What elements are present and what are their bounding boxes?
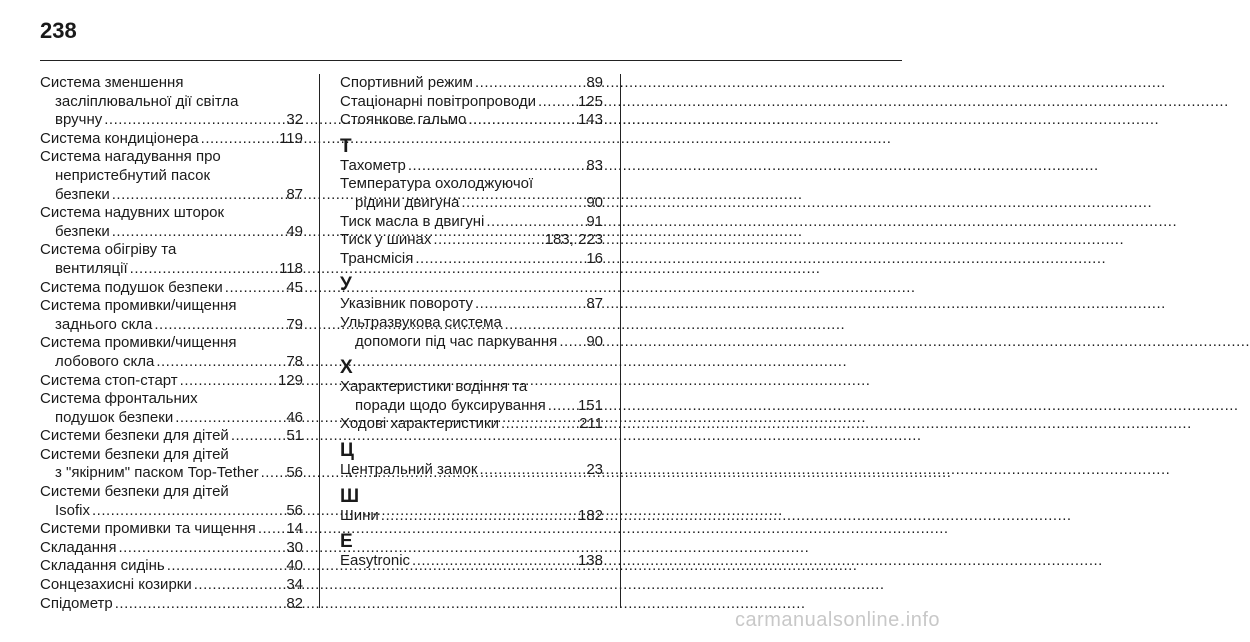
page-reference: 129 [277,371,303,389]
index-entry-text: Система фронтальних [40,390,198,408]
page-reference: 91 [586,212,603,230]
index-entry-text: рідини двигуна [355,193,460,211]
index-entry[interactable] [40,539,303,558]
page-reference: 143 [577,111,603,129]
index-entry[interactable] [40,74,303,130]
index-entry-text: Складання сидінь [40,557,165,575]
index-entry[interactable] [340,250,603,269]
index-entry-text: поради щодо буксирування [355,396,546,414]
index-entry[interactable] [340,415,603,434]
index-entry-text: Спортивний режим [340,74,473,91]
index-entry-text: Система стоп-старт [40,371,178,389]
index-entry-text: Центральний замок [340,460,478,478]
index-entry-text: Тиск у шинах [340,231,432,249]
dot-leader [415,250,584,269]
page-reference: 16 [586,249,603,267]
index-entry[interactable] [340,314,603,351]
index-column-1 [40,74,303,613]
index-entry[interactable] [340,507,603,526]
index-letter-heading: Ц [340,439,354,461]
dot-leader [408,157,584,176]
page-reference: 211 [579,415,603,433]
page-reference: 32 [286,111,303,129]
dot-leader [231,427,285,446]
dot-leader [475,74,584,93]
index-entry[interactable] [340,213,603,232]
index-entry[interactable] [340,175,603,212]
index-entry-text: Система кондиціонера [40,129,199,147]
index-entry-text: Система зменшення [40,74,184,91]
index-entry-text: Система обігріву та [40,241,177,259]
page-reference: 45 [286,278,303,296]
dot-leader [130,260,277,279]
index-entry[interactable] [340,231,603,250]
page-reference: 82 [286,594,303,612]
index-entry-text: Спідометр [40,594,113,612]
dot-leader [201,130,277,149]
page-reference: 151 [577,396,603,414]
index-entry[interactable] [40,446,303,483]
index-entry-text: Easytronic [340,552,411,570]
index-entry-text: Шини [340,506,379,524]
index-entry[interactable] [40,595,303,614]
index-entry-text: вентиляції [55,259,128,277]
index-entry-text: допомоги під час паркування [355,332,558,350]
index-entry[interactable] [40,520,303,539]
dot-leader [180,372,276,391]
page-reference: 183, 223 [544,231,603,249]
index-entry-text: безпеки [55,185,110,203]
page-reference: 118 [279,259,303,277]
dot-leader [104,111,284,130]
dot-leader [112,186,285,205]
index-entry-text: Система промивки/чищення [40,297,237,315]
dot-leader [92,502,284,521]
dot-leader [258,520,285,539]
index-entry[interactable] [40,279,303,298]
dot-leader [468,111,576,130]
index-entry-text: з "якірним" паском Top-Tether [55,464,259,482]
index-entry-text: Температура охолоджуючої [340,175,534,193]
index-entry[interactable] [340,93,603,112]
index-entry[interactable] [340,461,603,480]
index-entry-text: засліплювальної дії світла [55,92,239,110]
page-reference: 14 [286,520,303,538]
index-entry-text: Система промивки/чищення [40,334,237,352]
index-entry[interactable] [40,130,303,149]
dot-leader [112,223,285,242]
index-entry[interactable] [40,557,303,576]
dot-leader [225,279,285,298]
page-reference: 30 [286,538,303,556]
index-entry-text: Система надувних шторок [40,204,225,222]
index-entry[interactable] [340,378,603,415]
index-entry[interactable] [40,372,303,391]
index-entry-text: Тахометр [340,156,406,174]
index-entry[interactable] [40,576,303,595]
page-reference: 87 [586,295,603,313]
index-entry-text: Системи безпеки для дітей [40,483,229,501]
dot-leader [118,539,284,558]
page-reference: 119 [279,129,303,147]
index-entry-text: лобового скла [55,352,155,370]
index-entry-text: Системи безпеки для дітей [40,445,229,463]
page-reference: 90 [586,332,603,350]
index-entry-text: Система нагадування про [40,148,221,166]
index-entry-text: Ультразвукова система [340,313,502,331]
page-reference: 79 [286,315,303,333]
page-reference: 83 [586,156,603,174]
dot-leader [501,415,577,434]
index-entry-text: заднього скла [55,315,153,333]
index-entry-text: Isofix [55,501,91,519]
dot-leader [559,333,584,352]
page-reference: 56 [286,464,303,482]
index-entry[interactable] [40,427,303,446]
index-column-2 [340,74,603,571]
dot-leader [548,397,576,416]
dot-leader [475,295,584,314]
page-reference: 138 [577,552,603,570]
dot-leader [480,461,585,480]
dot-leader [115,595,285,614]
index-entry[interactable] [40,390,303,427]
index-entry-text: Трансмісія [340,249,414,267]
dot-leader [486,213,584,232]
index-letter-heading: Х [340,357,353,379]
dot-leader [433,231,542,250]
index-letter-heading: E [340,531,353,553]
dot-leader [538,93,576,112]
page-reference: 56 [286,501,303,519]
index-letter-heading: Ш [340,485,360,507]
page-reference: 46 [286,408,303,426]
page-reference: 89 [586,74,603,91]
dot-leader [412,552,576,571]
index-entry-text: подушок безпеки [55,408,174,426]
index-entry-text: Характеристики водіння та [340,378,528,396]
index-entry[interactable] [340,111,603,130]
dot-leader [175,409,284,428]
index-entry[interactable] [40,148,303,204]
index-entry-text: непристебнутий пасок [55,166,211,184]
index-entry-text: Складання [40,538,117,556]
index-entry[interactable] [40,241,303,278]
index-entry-text: Системи промивки та чищення [40,520,256,538]
dot-leader [194,576,285,595]
page-reference: 23 [586,460,603,478]
index-entry-text: Стаціонарні повітропроводи [340,92,536,110]
dot-leader [261,464,285,483]
index-entry-text: Системи безпеки для дітей [40,427,229,445]
index-entry[interactable] [340,74,603,93]
index-entry[interactable] [340,552,603,571]
page-reference: 78 [286,352,303,370]
index-entry-text: Сонцезахисні козирки [40,576,192,594]
index-entry[interactable] [340,295,603,314]
dot-leader [154,316,284,335]
index-entry[interactable] [40,204,303,241]
dot-leader [167,557,285,576]
page-reference: 87 [286,185,303,203]
dot-leader [156,353,284,372]
page-reference: 90 [586,193,603,211]
index-entry-text: Стоянкове гальмо [340,111,467,129]
page-reference: 34 [286,576,303,594]
index-entry[interactable] [40,334,303,371]
index-entry[interactable] [40,297,303,334]
page-number: 238 [40,18,77,43]
page-reference: 182 [577,506,603,524]
index-entry-text: вручну [55,111,103,129]
index-entry[interactable] [40,483,303,520]
index-entry[interactable] [340,157,603,176]
index-entry-text: Ходові характеристики [340,415,499,433]
page-reference: 125 [577,92,603,110]
index-entry-text: Система подушок безпеки [40,278,223,296]
page-reference: 51 [286,427,303,445]
index-entry-text: Указівник повороту [340,295,473,313]
dot-leader [381,507,576,526]
index-letter-heading: Т [340,135,352,157]
page-reference: 40 [286,557,303,575]
index-entry-text: Тиск масла в двигуні [340,212,485,230]
dot-leader [461,194,584,213]
index-entry-text: безпеки [55,222,110,240]
header-rule [40,60,902,61]
watermark: carmanualsonline.info [734,609,940,631]
index-letter-heading: У [340,274,352,296]
page-reference: 49 [286,222,303,240]
